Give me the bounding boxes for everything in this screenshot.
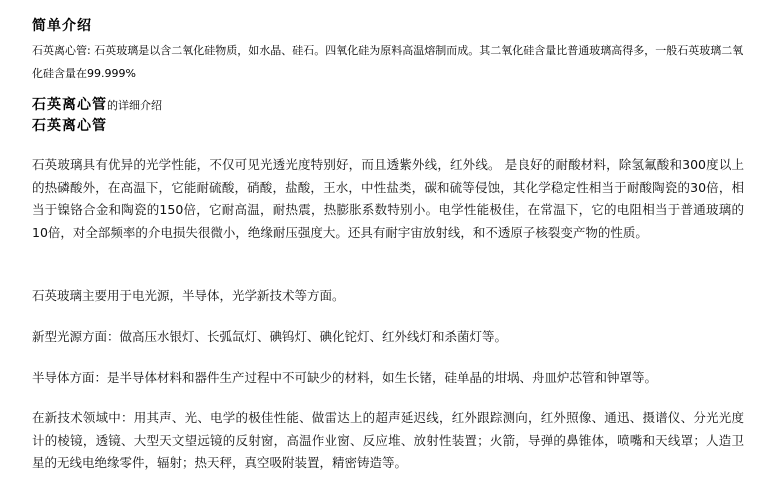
paragraph-properties: 石英玻璃具有优异的光学性能，不仅可见光透光度特别好，而且透紫外线，红外线。 是良好的耐酸材料，除氢氟酸和300度以上的热磷酸外，在高温下，它能耐硫酸，硝酸，盐酸，王水，中性盐类，碳和硫等侵蚀，其化学稳定性相当于耐酸陶瓷的30倍，相当于镍铬合金和陶瓷的150倍，它耐高温，耐热震，热膨胀系数特别小。电学性能极佳，在常温下，它的电阻相当于普通玻璃的10倍，对全部频率的介电损失很微小，绝缘耐压强度大。还具有耐宇宙放射线，和不透原子核裂变产物的性质。	[32, 157, 744, 240]
intro-text: 石英离心管: 石英玻璃是以含二氧化硅物质，如水晶、硅石。四氧化硅为原料高温熔制而成。其二氧化硅含量比普通玻璃高得多，一般石英玻璃二氧化硅含量在99.999%	[32, 44, 744, 80]
paragraph-uses: 石英玻璃主要用于电光源，半导体，光学新技术等方面。	[32, 288, 345, 303]
paragraph-new-technology: 在新技术领域中：用其声、光、电学的极佳性能、做雷达上的超声延迟线，红外跟踪测向，红外照像、通迅、摄谱仪、分光光度计的棱镜，透镜、大型天文望远镜的反射窗，高温作业窗、反应堆、放射性装置；火箭，导弹的鼻锥体，喷嘴和天线罩；人造卫星的无线电绝缘零件，辐射；热天秤，真空吸附装置，精密铸造等。	[32, 410, 744, 470]
paragraph-semiconductor: 半导体方面：是半导体材料和器件生产过程中不可缺少的材料，如生长锗，硅单晶的坩埚、舟皿炉芯管和钟罩等。	[32, 370, 658, 385]
detail-title	[32, 95, 162, 115]
intro-heading: 简单介绍	[32, 18, 92, 34]
detail-heading: 石英离心管	[32, 118, 107, 134]
paragraph-light-sources: 新型光源方面：做高压水银灯、长弧氙灯、碘钨灯、碘化铊灯、红外线灯和杀菌灯等。	[32, 329, 508, 344]
detail-title-suffix: 的详细介绍	[107, 99, 162, 112]
detail-title-product: 石英离心管	[32, 97, 107, 113]
